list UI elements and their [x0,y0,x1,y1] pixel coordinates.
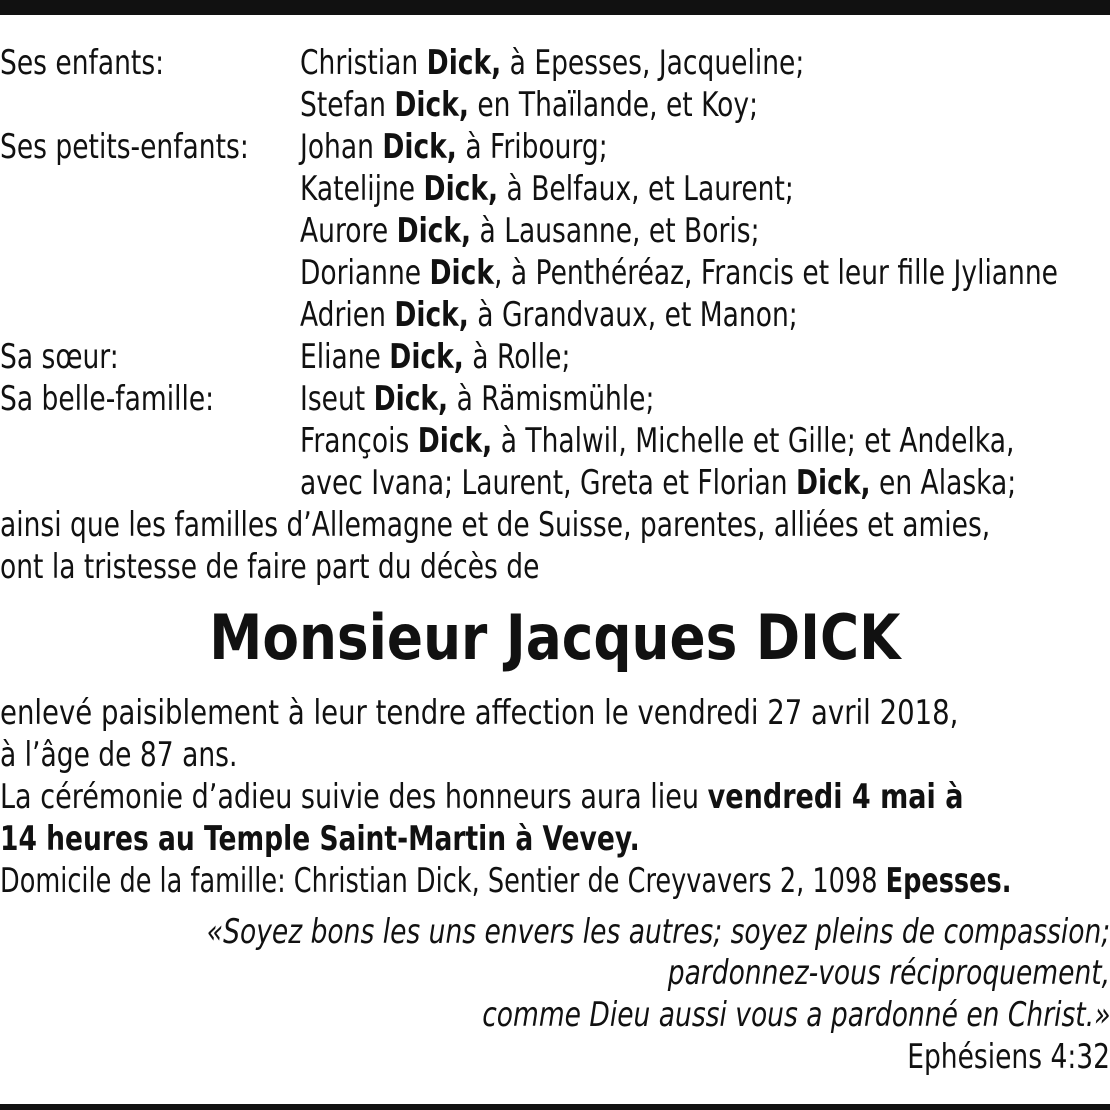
intro-line-2: ont la tristesse de faire part du décès de [0,547,540,587]
family-entry: Dorianne Dick, à Penthéréaz, Francis et leur fille Jylianne [300,253,1059,293]
family-entry: Iseut Dick, à Rämismühle; [300,379,655,419]
family-entry: Adrien Dick, à Grandvaux, et Manon; [300,295,798,335]
quote-line-3: comme Dieu aussi vous a pardonné en Christ.» [481,995,1110,1035]
family-entry: Christian Dick, à Epesses, Jacqueline; [300,43,805,83]
family-entry: Eliane Dick, à Rolle; [300,337,571,377]
group-label: Ses enfants: [0,43,165,83]
quote-line-1: «Soyez bons les uns envers les autres; soyez pleins de compassion; [206,912,1110,952]
family-entry: avec Ivana; Laurent, Greta et Florian Dick, en Alaska; [300,463,1017,503]
group-label: Sa sœur: [0,337,119,377]
family-entry: Katelijne Dick, à Belfaux, et Laurent; [300,169,794,209]
quote-line-2: pardonnez-vous réciproquement, [667,953,1110,993]
ceremony-text: La cérémonie d’adieu suivie des honneurs aura lieu vendredi 4 mai à [0,777,964,817]
group-label: Sa belle-famille: [0,379,215,419]
family-entry: François Dick, à Thalwil, Michelle et Gille; et Andelka, [300,421,1015,461]
intro-line-1: ainsi que les familles d’Allemagne et de Suisse, parentes, alliées et amies, [0,505,991,545]
bottom-rule [0,1104,1110,1110]
ceremony-line-1 [0,776,1110,818]
top-rule [0,0,1110,15]
deceased-name: Monsieur Jacques DICK [209,601,901,674]
passing-line-2: à l’âge de 87 ans. [0,735,238,775]
passing-line-1: enlevé paisiblement à leur tendre affection le vendredi 27 avril 2018, [0,693,959,733]
family-entry: Aurore Dick, à Lausanne, et Boris; [300,211,760,251]
domicile-line [0,860,1110,902]
family-entry: Stefan Dick, en Thaïlande, et Koy; [300,85,759,125]
family-entry: Johan Dick, à Fribourg; [300,127,608,167]
domicile-text: Domicile de la famille: Christian Dick, Sentier de Creyvavers 2, 1098 Epesses. [0,861,1012,901]
quote-reference: Ephésiens 4:32 [907,1037,1110,1077]
ceremony-line-2: 14 heures au Temple Saint-Martin à Vevey. [0,819,640,859]
group-label: Ses petits-enfants: [0,127,249,167]
